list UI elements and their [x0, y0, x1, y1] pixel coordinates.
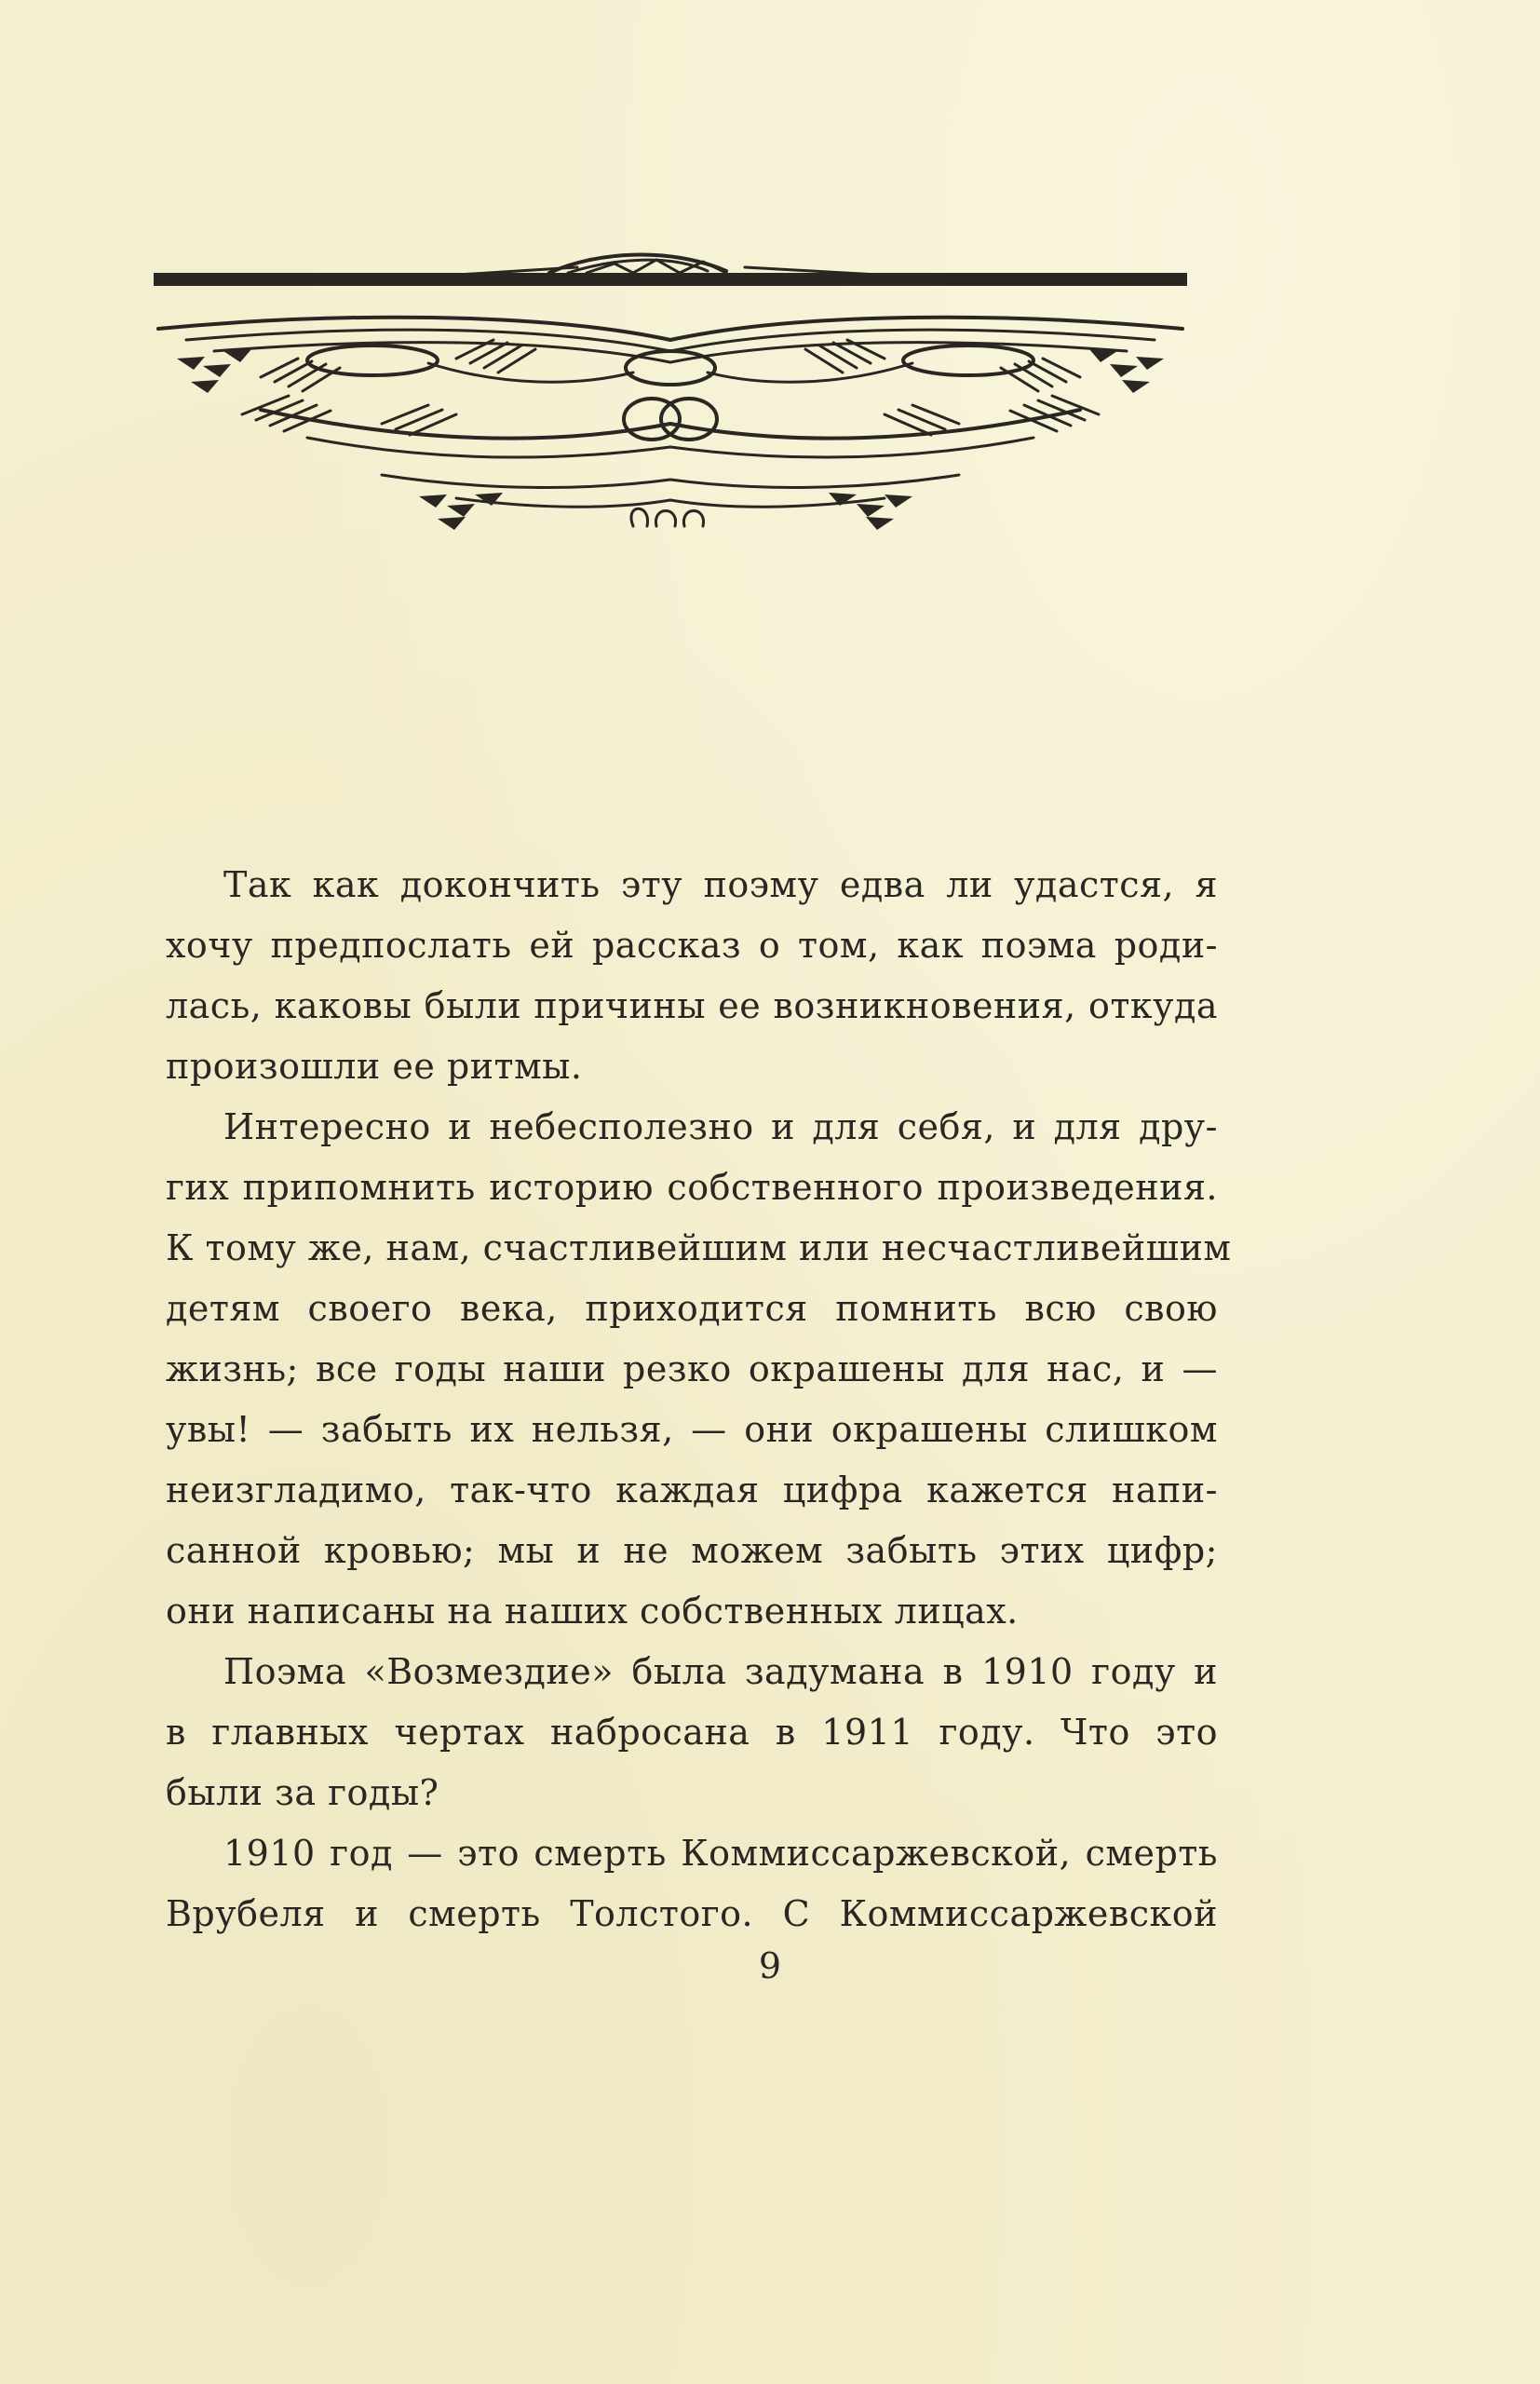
paragraph: [166, 1823, 1218, 1944]
text-line: Так как докончить эту поэму едва ли удастся, я: [223, 864, 1218, 905]
text-line: Интересно и небесполезно и для себя, и для дру-: [223, 1106, 1218, 1147]
text-line: хочу предпослать ей рассказ о том, как поэма роди-: [166, 925, 1218, 966]
page-number: 9: [758, 1945, 782, 1986]
paragraph: [166, 1642, 1218, 1823]
text-line: 1910 год — это смерть Коммиссаржевской, смерть: [223, 1833, 1218, 1874]
text-line: они написаны на наших собственных лицах.: [166, 1591, 1019, 1632]
body-text: [166, 855, 1232, 1944]
text-line: гих припомнить историю собственного произведения.: [166, 1167, 1218, 1208]
text-line: детям своего века, приходится помнить всю свою: [166, 1288, 1218, 1329]
text-line: произошли ее ритмы.: [166, 1046, 583, 1087]
text-line: были за годы?: [166, 1772, 439, 1813]
headpiece-ornament-icon: [149, 247, 1192, 545]
text-line: лась, каковы были причины ее возникновения, откуда: [166, 985, 1218, 1026]
text-line: Врубеля и смерть Толстого. С Коммиссаржевской: [166, 1893, 1218, 1934]
text-line: санной кровью; мы и не можем забыть этих цифр;: [166, 1530, 1218, 1571]
text-line: К тому же, нам, счастливейшим или несчастливейшим: [166, 1227, 1232, 1268]
text-line: увы! — забыть их нельзя, — они окрашены слишком: [166, 1409, 1218, 1450]
text-line: неизгладимо, так-что каждая цифра кажется напи-: [166, 1470, 1218, 1510]
text-line: жизнь; все годы наши резко окрашены для нас, и —: [166, 1348, 1218, 1389]
paragraph: [166, 855, 1218, 1097]
paragraph: [166, 1097, 1232, 1642]
text-line: в главных чертах набросана в 1911 году. Что это: [166, 1712, 1218, 1753]
text-line: Поэма «Возмездие» была задумана в 1910 году и: [223, 1651, 1218, 1692]
